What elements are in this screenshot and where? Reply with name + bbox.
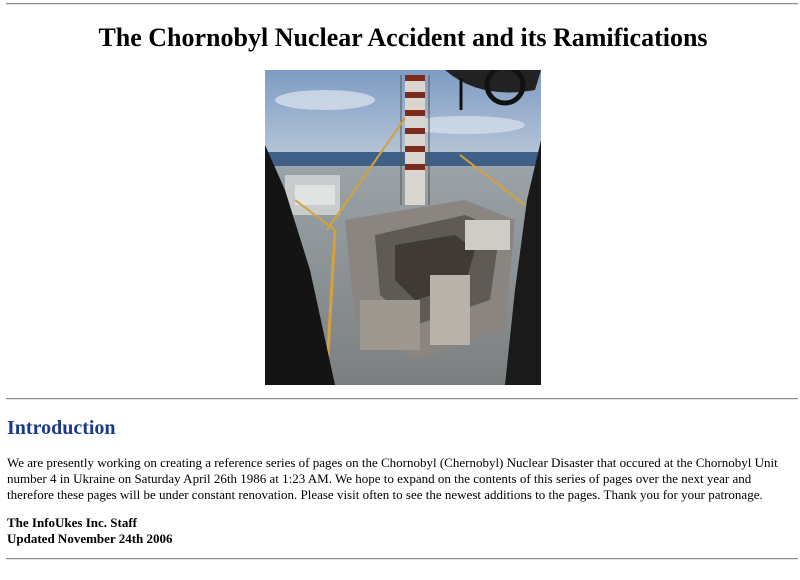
introduction-paragraph: We are presently working on creating a reference series of pages on the Chornobyl (Chernobyl) Nuclear Disaster that occured at the Chornobyl Unit number 4 in Ukraine on Saturday April 26th 1986 at 1:23 AM. We hope to expand on the contents of this series of pages over the next year and therefore these pages will be under constant renovation. Please visit often to see the newest additions to the pages. Thank you for your patronage. (7, 455, 778, 502)
signature-author: The InfoUkes Inc. Staff (7, 515, 138, 530)
middle-horizontal-rule (6, 398, 798, 400)
chornobyl-reactor-photo (265, 70, 541, 385)
bottom-horizontal-rule (6, 558, 798, 560)
introduction-heading: Introduction (7, 417, 116, 439)
top-horizontal-rule (6, 3, 798, 5)
page-title: The Chornobyl Nuclear Accident and its Ramifications (98, 23, 708, 52)
signature-block (7, 515, 173, 547)
signature-updated-date: Updated November 24th 2006 (7, 531, 173, 546)
